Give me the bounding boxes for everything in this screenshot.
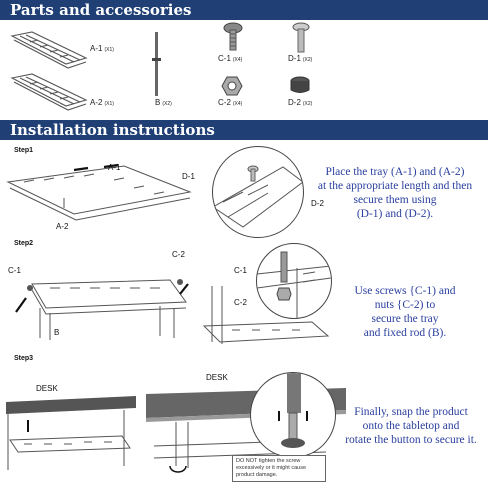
step2-label: Step2 — [14, 240, 34, 247]
part-c2-label: C-2 (X4) — [218, 98, 243, 107]
step3-label: Step3 — [14, 355, 34, 362]
screw-c1-icon — [222, 22, 244, 52]
step2-tray-diagram — [10, 258, 192, 344]
step1-tray-diagram — [4, 162, 194, 228]
step1-instructions: Place the tray (A-1) and (A-2) at the appropriate length and then secure them using (D-1) and (D-2). — [317, 166, 473, 220]
step1-detail-circle — [212, 146, 304, 238]
part-d1-label: D-1 (X2) — [288, 54, 313, 63]
step3-callout-desk-2: DESK — [206, 373, 228, 382]
step3-desk-diagram — [4, 390, 142, 478]
parts-title: Parts and accessories — [10, 1, 192, 19]
parts-header — [0, 0, 488, 20]
part-d2-label: D-2 (X2) — [288, 98, 313, 107]
step3-callout-desk-1: DESK — [36, 384, 58, 393]
warning-note: DO NOT tighten the screw excessively or it might cause product damage. — [232, 455, 326, 482]
step2-callout-c2-right: C-2 — [172, 250, 185, 259]
nut-c2-icon — [221, 76, 243, 96]
step3-instructions: Finally, snap the product onto the tabletop and rotate the button to secure it. — [345, 406, 477, 446]
step1-callout-a1: A-1 — [108, 163, 121, 172]
rod-b-illustration — [150, 30, 164, 102]
step1-callout-a2: A-2 — [56, 222, 69, 231]
step2-instructions: Use screws {C-1) and nuts {C-2) to secure the tray and fixed rod (B). — [354, 285, 456, 339]
step1-callout-d1: D-1 — [182, 172, 195, 181]
step2-callout-b: B — [54, 328, 60, 337]
install-header — [0, 120, 488, 140]
knob-d2-icon — [289, 76, 311, 96]
tray-a1-illustration — [10, 30, 88, 72]
part-b-label: B (X2) — [155, 98, 172, 107]
step2-callout-c1-detail: C-1 — [234, 266, 247, 275]
part-a1-label: A-1 (X1) — [90, 44, 114, 53]
step2-callout-c1-left: C-1 — [8, 266, 21, 275]
part-c1-label: C-1 (X4) — [218, 54, 243, 63]
install-title: Installation instructions — [10, 121, 215, 139]
bolt-d1-icon — [292, 22, 310, 54]
step2-callout-c2-detail: C-2 — [234, 298, 247, 307]
step3-detail-circle — [250, 372, 336, 458]
tray-a2-illustration — [10, 72, 88, 112]
step1-label: Step1 — [14, 147, 34, 154]
step1-callout-d2: D-2 — [311, 199, 324, 208]
part-a2-label: A-2 (X1) — [90, 98, 114, 107]
step2-detail-circle — [256, 243, 332, 319]
